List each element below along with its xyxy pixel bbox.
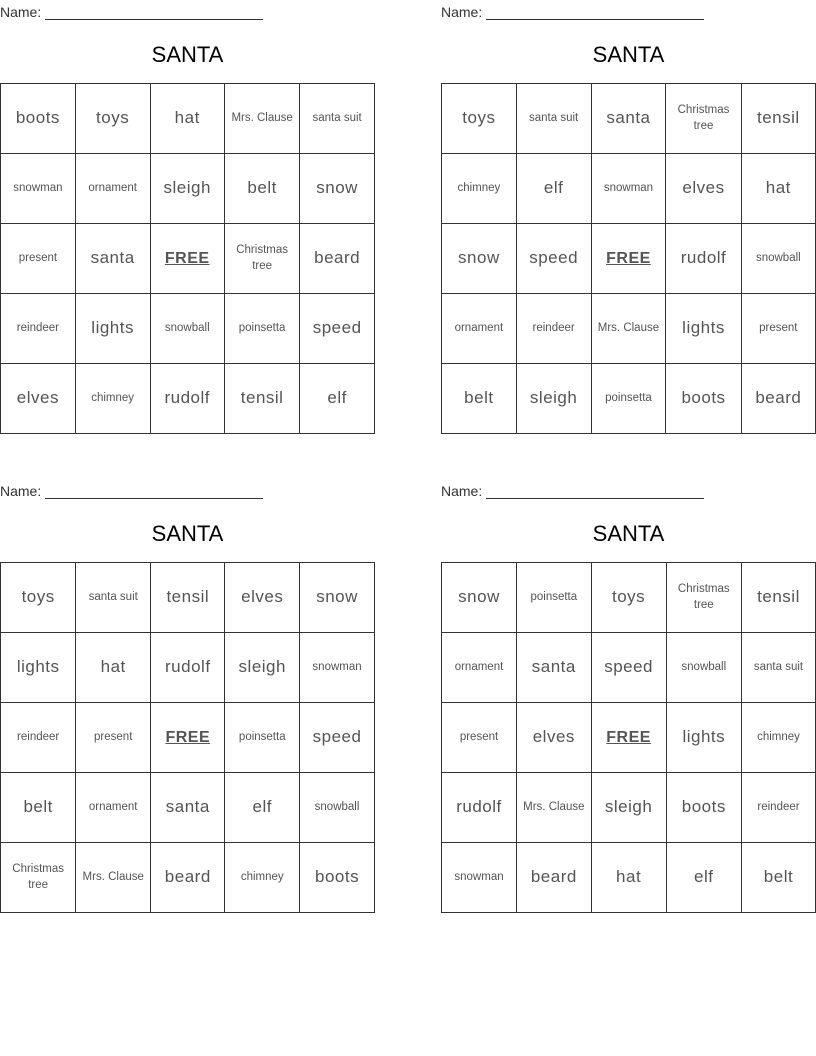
bingo-cell[interactable]: reindeer: [1, 294, 76, 364]
bingo-cell[interactable]: Mrs. Clause: [517, 773, 592, 843]
bingo-grid: [441, 562, 816, 913]
bingo-cell[interactable]: hat: [741, 154, 815, 224]
bingo-cell[interactable]: tensil: [225, 364, 300, 434]
bingo-row: [442, 154, 816, 224]
bingo-row: [1, 633, 375, 703]
bingo-cell[interactable]: chimney: [442, 154, 517, 224]
free-space-cell[interactable]: FREE: [591, 703, 666, 773]
bingo-cell[interactable]: poinsetta: [591, 364, 666, 434]
bingo-cell[interactable]: snowball: [300, 773, 375, 843]
free-space-cell[interactable]: FREE: [151, 703, 225, 773]
bingo-row: [442, 633, 816, 703]
bingo-cell[interactable]: Christmas tree: [666, 84, 741, 154]
bingo-cell[interactable]: boots: [1, 84, 76, 154]
bingo-cell[interactable]: snowball: [666, 633, 741, 703]
bingo-row: [442, 703, 816, 773]
bingo-cell[interactable]: present: [1, 224, 76, 294]
name-line[interactable]: [45, 484, 263, 499]
bingo-cell[interactable]: boots: [666, 364, 741, 434]
bingo-cell[interactable]: lights: [75, 294, 150, 364]
bingo-cell[interactable]: Mrs. Clause: [591, 294, 666, 364]
name-label: Name:: [441, 483, 483, 499]
bingo-cell[interactable]: lights: [666, 703, 741, 773]
bingo-cell[interactable]: santa suit: [742, 633, 816, 703]
bingo-cell[interactable]: present: [442, 703, 517, 773]
card-title: SANTA: [592, 521, 665, 546]
bingo-cell[interactable]: speed: [516, 224, 591, 294]
bingo-cell[interactable]: belt: [1, 773, 76, 843]
bingo-cell[interactable]: poinsetta: [225, 703, 300, 773]
bingo-cell[interactable]: snow: [300, 563, 375, 633]
free-space-cell[interactable]: FREE: [591, 224, 666, 294]
bingo-row: [442, 294, 816, 364]
bingo-cell[interactable]: elves: [225, 563, 300, 633]
bingo-cell[interactable]: toys: [442, 84, 517, 154]
card-title: SANTA: [151, 42, 224, 67]
bingo-cell[interactable]: chimney: [225, 843, 300, 913]
bingo-cell[interactable]: snow: [442, 563, 517, 633]
bingo-cell[interactable]: speed: [300, 294, 375, 364]
bingo-cell[interactable]: elf: [516, 154, 591, 224]
card-title: SANTA: [151, 521, 224, 546]
bingo-cell[interactable]: toys: [1, 563, 76, 633]
bingo-cell[interactable]: elf: [225, 773, 300, 843]
bingo-cell[interactable]: beard: [517, 843, 592, 913]
bingo-row: [1, 84, 375, 154]
bingo-cell[interactable]: sleigh: [150, 154, 225, 224]
bingo-cell[interactable]: tensil: [741, 84, 815, 154]
bingo-row: [1, 294, 375, 364]
bingo-cell[interactable]: santa suit: [300, 84, 375, 154]
bingo-cell[interactable]: belt: [225, 154, 300, 224]
bingo-row: [442, 84, 816, 154]
bingo-row: [1, 843, 375, 913]
bingo-cell[interactable]: toys: [591, 563, 666, 633]
bingo-cell[interactable]: Christmas tree: [1, 843, 76, 913]
name-line[interactable]: [486, 484, 704, 499]
bingo-row: [1, 224, 375, 294]
bingo-cell[interactable]: elf: [666, 843, 741, 913]
bingo-cell[interactable]: Christmas tree: [225, 224, 300, 294]
name-field[interactable]: [0, 481, 263, 499]
name-field[interactable]: [0, 2, 263, 20]
bingo-cell[interactable]: poinsetta: [225, 294, 300, 364]
bingo-cell[interactable]: snow: [300, 154, 375, 224]
name-field[interactable]: [441, 481, 704, 499]
bingo-cell[interactable]: santa: [151, 773, 225, 843]
bingo-cell[interactable]: boots: [300, 843, 375, 913]
bingo-cell[interactable]: sleigh: [516, 364, 591, 434]
bingo-row: [1, 773, 375, 843]
bingo-cell[interactable]: snowman: [442, 843, 517, 913]
name-label: Name:: [0, 483, 42, 499]
bingo-cell[interactable]: snowman: [1, 154, 76, 224]
bingo-cell[interactable]: snow: [442, 224, 517, 294]
name-field[interactable]: [441, 2, 704, 20]
bingo-cell[interactable]: present: [76, 703, 151, 773]
bingo-cell[interactable]: lights: [1, 633, 76, 703]
bingo-row: [1, 703, 375, 773]
bingo-cell[interactable]: lights: [666, 294, 741, 364]
bingo-cell[interactable]: boots: [666, 773, 741, 843]
bingo-cell[interactable]: hat: [150, 84, 225, 154]
bingo-cell[interactable]: rudolf: [666, 224, 741, 294]
bingo-cell[interactable]: santa: [517, 633, 592, 703]
bingo-cell[interactable]: ornament: [442, 633, 517, 703]
bingo-cell[interactable]: santa suit: [76, 563, 151, 633]
name-label: Name:: [441, 4, 483, 20]
bingo-cell[interactable]: ornament: [442, 294, 517, 364]
bingo-cell[interactable]: reindeer: [1, 703, 76, 773]
bingo-cell[interactable]: santa: [591, 84, 666, 154]
bingo-cell[interactable]: belt: [742, 843, 816, 913]
bingo-cell[interactable]: chimney: [742, 703, 816, 773]
bingo-cell[interactable]: sleigh: [591, 773, 666, 843]
bingo-cell[interactable]: ornament: [76, 773, 151, 843]
bingo-cell[interactable]: elves: [1, 364, 76, 434]
bingo-row: [442, 224, 816, 294]
bingo-grid: [0, 83, 375, 434]
bingo-cell[interactable]: present: [741, 294, 815, 364]
bingo-cell[interactable]: elves: [517, 703, 592, 773]
bingo-row: [1, 154, 375, 224]
bingo-row: [442, 843, 816, 913]
bingo-grid: [441, 83, 816, 434]
bingo-cell[interactable]: snowman: [591, 154, 666, 224]
free-space-cell[interactable]: FREE: [150, 224, 225, 294]
bingo-row: [442, 563, 816, 633]
bingo-cell[interactable]: speed: [300, 703, 375, 773]
bingo-cell[interactable]: rudolf: [442, 773, 517, 843]
bingo-cell[interactable]: snowman: [300, 633, 375, 703]
bingo-cell[interactable]: beard: [300, 224, 375, 294]
bingo-row: [442, 364, 816, 434]
bingo-cell[interactable]: hat: [76, 633, 151, 703]
bingo-cell[interactable]: tensil: [151, 563, 225, 633]
name-line[interactable]: [486, 5, 704, 20]
bingo-cell[interactable]: Mrs. Clause: [76, 843, 151, 913]
bingo-cell[interactable]: belt: [442, 364, 517, 434]
bingo-cell[interactable]: ornament: [75, 154, 150, 224]
name-line[interactable]: [45, 5, 263, 20]
bingo-cell[interactable]: hat: [591, 843, 666, 913]
bingo-grid: [0, 562, 375, 913]
bingo-cell[interactable]: rudolf: [150, 364, 225, 434]
bingo-cell[interactable]: sleigh: [225, 633, 300, 703]
bingo-cell[interactable]: tensil: [742, 563, 816, 633]
bingo-row: [1, 364, 375, 434]
bingo-cell[interactable]: Christmas tree: [666, 563, 741, 633]
bingo-cell[interactable]: snowball: [741, 224, 815, 294]
bingo-cell[interactable]: snowball: [150, 294, 225, 364]
name-label: Name:: [0, 4, 42, 20]
bingo-cell[interactable]: rudolf: [151, 633, 225, 703]
bingo-cell[interactable]: poinsetta: [517, 563, 592, 633]
bingo-row: [1, 563, 375, 633]
bingo-cell[interactable]: toys: [75, 84, 150, 154]
bingo-row: [442, 773, 816, 843]
bingo-cell[interactable]: reindeer: [516, 294, 591, 364]
bingo-cell[interactable]: beard: [151, 843, 225, 913]
bingo-cell[interactable]: speed: [591, 633, 666, 703]
bingo-cell[interactable]: reindeer: [742, 773, 816, 843]
card-title: SANTA: [592, 42, 665, 67]
bingo-cell[interactable]: Mrs. Clause: [225, 84, 300, 154]
bingo-cell[interactable]: beard: [741, 364, 815, 434]
bingo-cell[interactable]: elf: [300, 364, 375, 434]
bingo-cell[interactable]: santa: [75, 224, 150, 294]
bingo-cell[interactable]: santa suit: [516, 84, 591, 154]
bingo-cell[interactable]: elves: [666, 154, 741, 224]
bingo-cell[interactable]: chimney: [75, 364, 150, 434]
